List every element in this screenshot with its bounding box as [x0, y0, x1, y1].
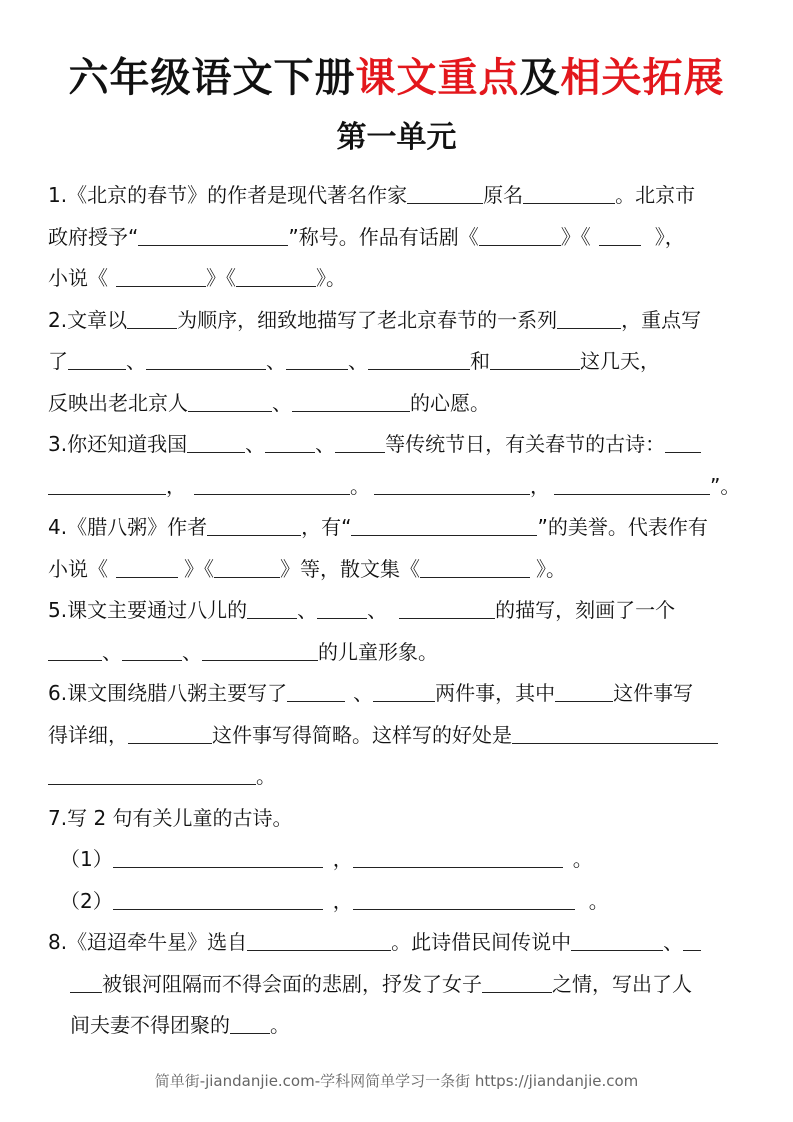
q3-text: ， [166, 473, 186, 498]
q4-text: 》等，散文集《 [280, 556, 420, 581]
q1-blank-drama-2[interactable] [599, 219, 641, 246]
q1-blank-novel-2[interactable] [236, 260, 316, 287]
q3-blank-festival-3[interactable] [335, 426, 385, 453]
q1-blank-original-name[interactable] [523, 177, 615, 204]
q3-blank-festival-2[interactable] [265, 426, 315, 453]
q6-blank-4[interactable] [128, 717, 212, 744]
q8-blank-person-2b[interactable] [70, 966, 102, 993]
q2-blank-wish-2[interactable] [292, 385, 410, 412]
q1-text: 》。 [316, 266, 346, 290]
q6-line-1 [48, 673, 748, 715]
q5-blank-3[interactable] [399, 592, 495, 619]
q2-text: ，重点写 [621, 307, 702, 332]
q4-line-2 [48, 549, 748, 591]
q6-blank-2[interactable] [373, 675, 435, 702]
q4-line-1 [48, 507, 748, 549]
q2-blank-day-1[interactable] [68, 343, 126, 370]
q1-text: 小说《 [48, 266, 108, 290]
q8-text: 。此诗借民间传说中 [391, 930, 572, 954]
q6-text: 这件事写得简略。这样写的好处是 [212, 722, 512, 747]
q1-text: 》《 [560, 224, 591, 249]
q7-text: ， [332, 847, 353, 871]
q6-text: 得详细， [48, 722, 128, 747]
q8-text: 8.《迢迢牵牛星》选自 [48, 930, 248, 954]
q2-blank-wish-1[interactable] [188, 385, 272, 412]
q3-blank-poem-4[interactable] [554, 468, 710, 495]
q2-text: 、 [272, 390, 292, 415]
q4-blank-reputation[interactable] [351, 509, 537, 536]
q1-blank-author[interactable] [407, 177, 483, 204]
q3-blank-poem-start[interactable] [665, 426, 701, 453]
q1-blank-novel-1[interactable] [116, 260, 206, 287]
q6-blank-6[interactable] [48, 758, 256, 785]
page-title [0, 50, 793, 106]
q7-text: 。 [588, 888, 609, 913]
q4-text: 》《 [184, 556, 214, 581]
q2-blank-day-2[interactable] [146, 343, 266, 370]
q5-text: 、 [297, 598, 318, 622]
q3-text: ， [530, 473, 550, 498]
q7-text: ， [332, 888, 353, 913]
q2-text: 、 [266, 349, 286, 373]
q1-text: 》， [654, 224, 685, 249]
q6-blank-5[interactable] [512, 717, 718, 744]
q5-blank-2[interactable] [317, 592, 367, 619]
q7-text: 7.写 2 句有关儿童的古诗。 [48, 805, 293, 830]
q1-text: 》《 [206, 266, 236, 290]
q1-text: 1.《北京的春节》的作者是现代著名作家 [48, 183, 408, 207]
q6-blank-3[interactable] [555, 675, 613, 702]
q7-blank-2b[interactable] [353, 883, 575, 910]
title-part-2: 课文重点 [355, 55, 520, 101]
q5-text: 5.课文主要通过八儿的 [48, 598, 248, 622]
q8-blank-person-1[interactable] [571, 924, 663, 951]
q2-text: 、 [126, 349, 146, 373]
q1-text: 原名 [483, 183, 524, 207]
q3-text: 。 [350, 473, 370, 498]
title-part-3: 及 [519, 55, 561, 101]
q3-text: 、 [315, 432, 336, 456]
q2-blank-order[interactable] [127, 302, 177, 329]
q3-text: 等传统节日，有关春节的古诗： [385, 432, 666, 456]
q8-line-2 [48, 964, 748, 1006]
q7-number: （2） [60, 888, 113, 913]
q2-blank-day-4[interactable] [368, 343, 470, 370]
q6-line-3 [48, 756, 748, 798]
q5-blank-1[interactable] [247, 592, 297, 619]
q6-line-2 [48, 715, 748, 757]
q5-text: 的描写，刻画了一个 [495, 598, 676, 622]
q5-line-2 [48, 632, 748, 674]
q8-blank-feeling[interactable] [482, 966, 552, 993]
q4-text: ，有“ [301, 515, 352, 539]
q5-line-1 [48, 590, 748, 632]
q3-line-1 [48, 424, 748, 466]
q4-blank-novel-2[interactable] [214, 551, 280, 578]
q8-text: 。 [270, 1013, 290, 1037]
q2-text: 、 [348, 349, 368, 373]
q4-text: 4.《腊八粥》作者 [48, 515, 208, 539]
q4-text: 小说《 [48, 556, 108, 581]
q2-blank-day-5[interactable] [490, 343, 580, 370]
q7-blank-2a[interactable] [113, 883, 323, 910]
q3-blank-poem-3[interactable] [374, 468, 530, 495]
q7-text: 。 [572, 847, 593, 871]
q5-text: 、 [367, 598, 388, 622]
q5-text: 的儿童形象。 [318, 639, 438, 664]
unit-heading: 第一单元 [336, 120, 457, 155]
q6-text: 这件事写 [613, 681, 694, 705]
q8-blank-source[interactable] [247, 924, 391, 951]
q3-blank-poem-1[interactable] [48, 468, 166, 495]
title-part-4: 相关拓展 [560, 55, 725, 101]
q6-text: 6.课文围绕腊八粥主要写了 [48, 681, 288, 705]
q2-blank-customs[interactable] [557, 302, 621, 329]
q7-blank-1a[interactable] [113, 841, 323, 868]
q5-blank-5[interactable] [122, 634, 182, 661]
q2-text: 反映出老北京人 [48, 390, 188, 415]
q8-line-3 [48, 1005, 748, 1047]
q4-blank-essays[interactable] [420, 551, 530, 578]
q7-line-3 [48, 881, 748, 923]
q8-line-1 [48, 922, 748, 964]
q6-text: 。 [256, 764, 276, 788]
q2-text: 的心愿。 [410, 390, 490, 415]
q1-text: ”称号。作品有话剧《 [288, 224, 479, 249]
q2-line-2 [48, 341, 748, 383]
q1-line-2 [48, 217, 748, 259]
q6-blank-1[interactable] [287, 675, 345, 702]
q8-text: 间夫妻不得团聚的 [70, 1013, 230, 1037]
q8-text: 、 [663, 930, 684, 954]
q8-text: 被银河阻隔而不得会面的悲剧，抒发了女子 [102, 971, 482, 996]
q1-line-3 [48, 258, 748, 300]
q7-blank-1b[interactable] [353, 841, 563, 868]
q2-text: 了 [48, 349, 68, 373]
q6-text: 、 [353, 681, 374, 705]
q2-text: 和 [470, 349, 490, 373]
q4-blank-novel-1[interactable] [116, 551, 178, 578]
q3-line-2 [48, 466, 748, 508]
q8-blank-sorrow[interactable] [230, 1007, 270, 1034]
q8-blank-person-2a[interactable] [683, 924, 701, 951]
q3-text: 、 [245, 432, 266, 456]
q2-text: 这几天， [580, 349, 660, 373]
q3-blank-poem-2[interactable] [194, 468, 350, 495]
q5-blank-6[interactable] [202, 634, 318, 661]
q5-blank-4[interactable] [48, 634, 102, 661]
title-part-1: 六年级语文下册 [68, 55, 356, 101]
q2-line-1 [48, 300, 748, 342]
q3-text: 3.你还知道我国 [48, 432, 188, 456]
page-footer-watermark: 简单街-jiandanjie.com-学科网简单学习一条街 https://jiandanjie.com [154, 1072, 639, 1090]
q4-text: 》。 [536, 556, 566, 581]
worksheet-content [48, 175, 748, 1047]
q7-line-2 [48, 839, 748, 881]
q5-text: 、 [102, 639, 122, 664]
q8-text: 之情，写出了人 [552, 971, 692, 996]
q7-number: （1） [60, 847, 113, 871]
q5-text: 、 [182, 639, 202, 664]
q2-line-3 [48, 383, 748, 425]
q1-text: 。北京市 [615, 183, 696, 207]
q2-text: 2.文章以 [48, 307, 128, 332]
q1-blank-drama-1[interactable] [479, 219, 561, 246]
q3-text: ”。 [710, 473, 741, 498]
q4-blank-author[interactable] [207, 509, 301, 536]
q1-text: 政府授予“ [48, 224, 139, 249]
q1-line-1 [48, 175, 748, 217]
q7-line-1 [48, 798, 748, 840]
q6-text: 两件事，其中 [435, 681, 556, 705]
q1-blank-title[interactable] [138, 219, 288, 246]
q4-text: ”的美誉。代表作有 [537, 515, 708, 539]
q2-text: 为顺序，细致地描写了老北京春节的一系列 [177, 307, 558, 332]
q2-blank-day-3[interactable] [286, 343, 348, 370]
q3-blank-festival-1[interactable] [187, 426, 245, 453]
